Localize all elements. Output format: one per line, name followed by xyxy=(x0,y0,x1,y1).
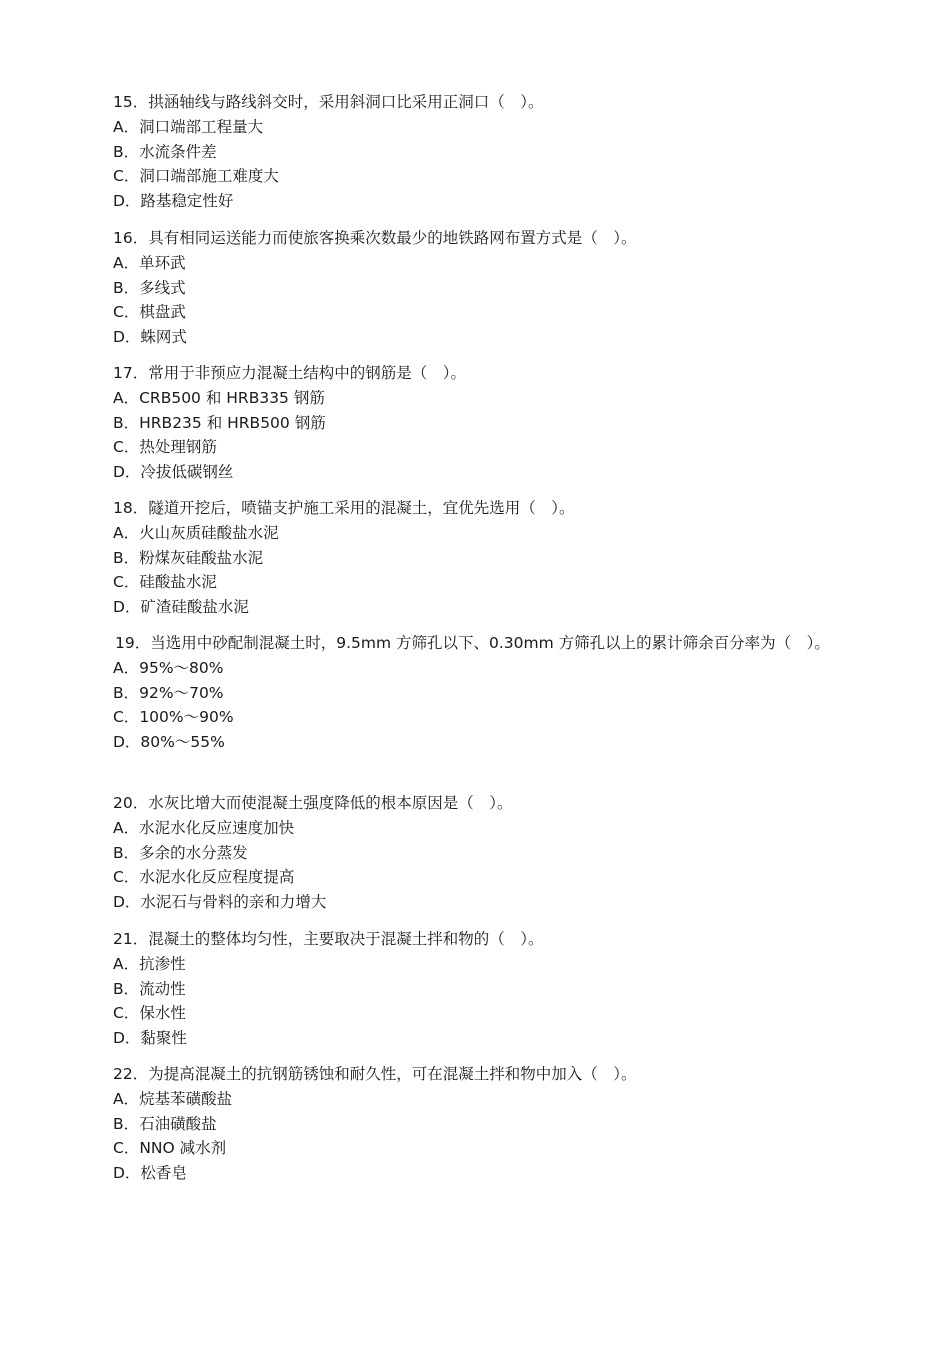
question-19 xyxy=(98,631,883,755)
option-b: B．石油磺酸盐 xyxy=(113,1114,217,1133)
option-a: A．CRB500 和 HRB335 钢筋 xyxy=(113,389,325,407)
option-c: C．保水性 xyxy=(113,1004,186,1023)
option-c: C．水泥水化反应程度提高 xyxy=(113,868,295,887)
question-22 xyxy=(98,1062,883,1186)
question-stem: 16．具有相同运送能力而使旅客换乘次数最少的地铁路网布置方式是（ ）。 xyxy=(113,229,637,247)
option-b: B．92%～70% xyxy=(113,683,224,702)
option-a: A．烷基苯磺酸盐 xyxy=(113,1090,233,1108)
option-d: D．松香皂 xyxy=(113,1164,187,1183)
option-c: C．100%～90% xyxy=(113,708,234,727)
question-stem: 19．当选用中砂配制混凝土时，9.5mm 方筛孔以下、0.30mm 方筛孔以上的累计筛余百分率为（ ）。 xyxy=(115,634,830,652)
option-a: A．火山灰质硅酸盐水泥 xyxy=(113,524,279,542)
question-21 xyxy=(98,927,883,1051)
question-stem: 18．隧道开挖后，喷锚支护施工采用的混凝土，宜优先选用（ ）。 xyxy=(113,499,575,517)
question-17 xyxy=(98,361,883,485)
option-b: B．水流条件差 xyxy=(113,142,217,161)
question-16 xyxy=(98,226,883,350)
question-20 xyxy=(98,791,883,915)
option-d: D．水泥石与骨料的亲和力增大 xyxy=(113,893,327,912)
option-b: B．多余的水分蒸发 xyxy=(113,843,248,862)
question-18 xyxy=(98,496,883,620)
question-stem: 15．拱涵轴线与路线斜交时，采用斜洞口比采用正洞口（ ）。 xyxy=(113,93,544,111)
option-b: B．粉煤灰硅酸盐水泥 xyxy=(113,548,264,567)
question-stem: 22．为提高混凝土的抗钢筋锈蚀和耐久性，可在混凝土拌和物中加入（ ）。 xyxy=(113,1065,637,1083)
option-b: B．流动性 xyxy=(113,979,186,998)
option-a: A．水泥水化反应速度加快 xyxy=(113,819,295,837)
option-c: C．洞口端部施工难度大 xyxy=(113,167,279,186)
question-stem: 21．混凝土的整体均匀性，主要取决于混凝土拌和物的（ ）。 xyxy=(113,930,544,948)
question-stem: 20．水灰比增大而使混凝土强度降低的根本原因是（ ）。 xyxy=(113,794,513,812)
option-d: D．路基稳定性好 xyxy=(113,192,234,211)
option-a: A．抗渗性 xyxy=(113,955,186,973)
option-c: C．硅酸盐水泥 xyxy=(113,573,217,592)
option-c: C．NNO 减水剂 xyxy=(113,1139,227,1158)
option-d: D．黏聚性 xyxy=(113,1029,187,1048)
option-d: D．冷拔低碳钢丝 xyxy=(113,463,234,482)
option-c: C．棋盘武 xyxy=(113,303,186,322)
question-stem: 17．常用于非预应力混凝土结构中的钢筋是（ ）。 xyxy=(113,364,466,382)
option-d: D．矿渣硅酸盐水泥 xyxy=(113,598,249,617)
option-b: B．多线式 xyxy=(113,278,186,297)
option-a: A．洞口端部工程量大 xyxy=(113,118,264,136)
option-d: D．80%～55% xyxy=(113,733,225,752)
option-a: A．95%～80% xyxy=(113,659,224,677)
question-15 xyxy=(98,90,883,214)
option-b: B．HRB235 和 HRB500 钢筋 xyxy=(113,413,326,432)
option-a: A．单环武 xyxy=(113,254,186,272)
option-c: C．热处理钢筋 xyxy=(113,438,217,457)
option-d: D．蛛网式 xyxy=(113,328,187,347)
